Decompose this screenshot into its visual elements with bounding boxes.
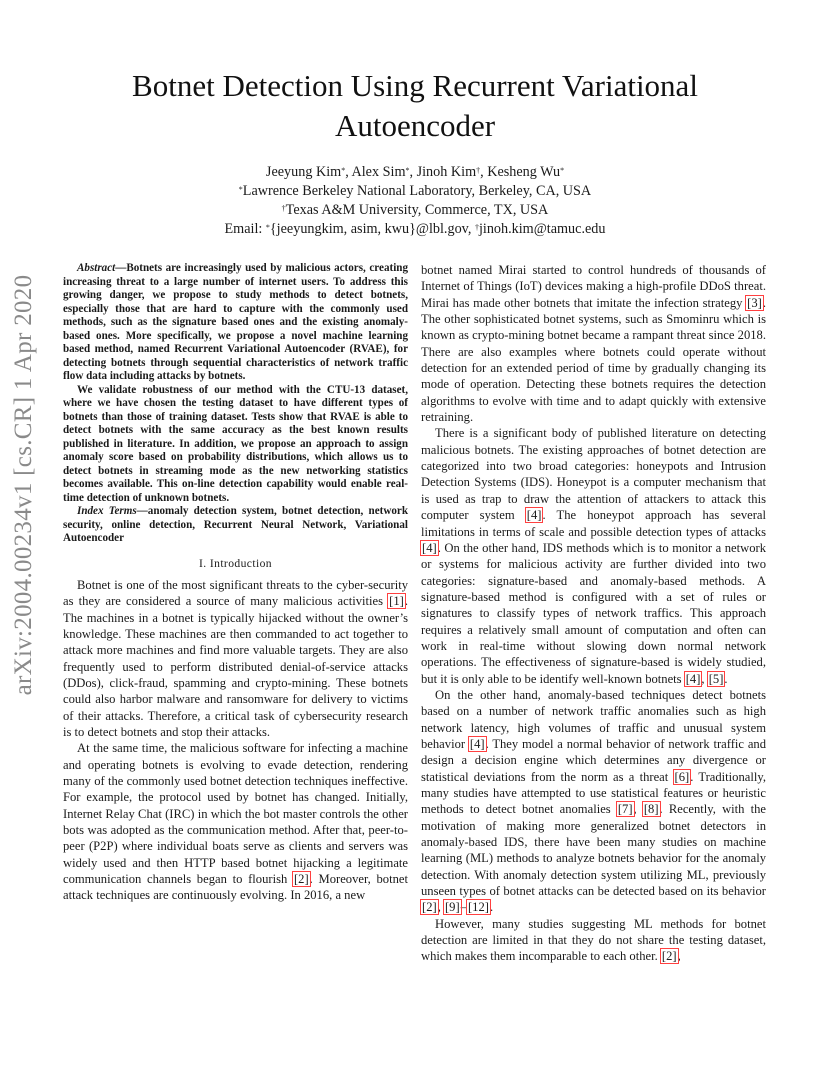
citation-link[interactable]: [12] [467, 900, 489, 915]
paragraph-text: – [460, 900, 467, 915]
affiliation-2: †Texas A&M University, Commerce, TX, USA [281, 202, 549, 218]
paragraph-text: . [724, 671, 728, 686]
citation-link[interactable]: [2] [422, 900, 437, 915]
paragraph-text: On the other hand, anomaly-based techniques detect botnets based on a number of network traffic anomalies such as high network latency, high volumes of traffic and unusual system behavior [421, 687, 766, 751]
citation-link[interactable]: [5] [708, 671, 724, 686]
section-heading: I. Introduction [199, 556, 272, 570]
paragraph-text: , [437, 900, 444, 915]
affiliation-1: *Lawrence Berkeley National Laboratory, Berkeley, CA, USA [238, 183, 592, 199]
intro-paragraph [421, 916, 766, 965]
citation-link[interactable]: [4] [469, 736, 485, 751]
author-block [90, 163, 740, 239]
citation-link[interactable]: [4] [422, 540, 437, 555]
left-column [63, 262, 408, 904]
citation-link[interactable]: [4] [526, 508, 542, 523]
paragraph-text: . The other sophisticated botnet systems, such as Smominru which is known as crypto-mining botnet became a rampant threat since 2018. There are also examples where botnets could operate without detection for an extended period of time by gradually changing its mode of operation. Detecting these botnets requires the detection algorithms to evolve with time and to adapt quickly with extensive retraining. [421, 295, 766, 425]
abstract-text-2: We validate robustness of our method with the CTU-13 dataset, where we have chosen the testing dataset to have different types of botnets than those of training dataset. Tests show that RVAE is able to detect botnets with the same accuracy as the best known results published in literature. In addition, we propose an approach to assign anomaly score based on probability distributions, which allows us to detect botnets in streaming mode as the new networking statistics becomes available. This on-line detection capability would enable real-time detection of unknown botnets. [63, 383, 408, 504]
paragraph-text: , [701, 671, 708, 686]
paragraph-text: . [489, 900, 494, 915]
paragraph-text: At the same time, the malicious software for infecting a machine and operating botnets is evolving to evade detection, rendering many of the commonly used botnet detection techniques ineffective. For example, the protocol used by botnet has changed. Initially, Internet Relay Chat (IRC) in which the bot master controls the other bots was adopted as the communication method. After that, peer-to-peer (P2P) where individual boats serve as clients and servers was widely used and then HTTP based botnet hijacking a legitimate communication channels began to flourish [63, 741, 408, 887]
paragraph-text: . Recently, with the motivation of making more generalized botnet detectors in anomaly-based IDS, there have been many studies on machine learning (ML) methods to analyze botnets behavior for the anomaly detection. With anomaly detection system utilizing ML, previously unseen types of botnet attacks can be detected based on its behavior [421, 802, 767, 899]
citation-link[interactable]: [4] [685, 671, 701, 686]
paragraph-text: , [677, 949, 681, 964]
paragraph-text: . The machines in a botnet is typically hijacked without the owner’s knowledge. These machines are then commanded to act together to attack more machines and find more valuable targets. They are also frequently used to perform distributed denial-of-service attacks (DDos), click-fraud, spamming and crypto-mining. These botnets could also harbor malware and ransomware for delivery to victims of their attacks. Therefore, a critical task of cybersecurity research is to detect botnets and stop their attacks. [63, 594, 408, 739]
paragraph-text: , [633, 802, 643, 817]
intro-paragraph [63, 577, 408, 740]
author-emails: Email: *{jeeyungkim, asim, kwu}@lbl.gov, †jinoh.kim@tamuc.edu [224, 221, 606, 237]
citation-link[interactable]: [7] [617, 802, 633, 817]
intro-paragraph [421, 425, 766, 687]
paragraph-text: botnet named Mirai started to control hundreds of thousands of Internet of Things (IoT) devices making a high-profile DDoS threat. Mirai has made other botnets that imitate the infection strategy [421, 263, 766, 310]
paragraph-text: . They model a normal behavior of network traffic and design a decision engine which determines any divergence or statistical deviations from the norm as a threat [421, 736, 767, 784]
author-names: Jeeyung Kim*, Alex Sim*, Jinoh Kim†, Kesheng Wu* [265, 164, 565, 180]
index-terms-text: —anomaly detection system, botnet detection, network security, online detection, Recurrent Neural Network, Variational Autoencoder [63, 505, 408, 544]
paragraph-text: Botnet is one of the most significant threats to the cyber-security as they are considered a source of many malicious activities [63, 577, 408, 609]
index-terms [63, 505, 408, 546]
paragraph-text: There is a significant body of published literature on detecting malicious botnets. The existing approaches of botnet detection are categorized into two broad categories: honeypots and Intrusion Detection Systems (IDS). Honeypot is a computer mechanism that is used as trap to draw the attention of attackers to attack this computer system [421, 426, 766, 523]
paragraph-text: . The honeypot approach has several limitations in terms of scale and possible detection types of attacks [421, 508, 767, 539]
citation-link[interactable]: [6] [674, 769, 690, 784]
arxiv-identifier: arXiv:2004.00234v1 [cs.CR] 1 Apr 2020 [10, 274, 37, 696]
citation-link[interactable]: [8] [643, 802, 659, 817]
arxiv-margin [4, 0, 44, 1072]
abstract-text-1: —Botnets are increasingly used by malicious actors, creating increasing threat to a large number of internet users. To address this growing danger, we propose to study methods to detect botnets, especially those that are hard to capture with the commonly used methods, such as the signature based ones and the existing anomaly-based ones. More specifically, we propose a novel machine learning based method, named Recurrent Variational Autoencoder (RVAE), for detecting botnets through sequential characteristics of network traffic flow data including attacks by botnets. [63, 262, 408, 382]
citation-link[interactable]: [2] [661, 949, 677, 964]
citation-link[interactable]: [9] [444, 900, 460, 915]
intro-paragraph [63, 740, 408, 903]
citation-link[interactable]: [1] [389, 594, 404, 609]
abstract-paragraph-2 [63, 384, 408, 506]
abstract-paragraph-1 [63, 262, 408, 384]
paragraph-text: . Moreover, botnet attack techniques are continuously evolving. In 2016, a new [63, 872, 408, 903]
abstract [63, 262, 408, 546]
paragraph-text: . Traditionally, many studies have attempted to use statistical features or heuristic methods to detect botnet anomalies [421, 769, 766, 817]
index-terms-label: Index Terms [77, 505, 137, 517]
paper-title: Botnet Detection Using Recurrent Variational Autoencoder [132, 68, 698, 143]
paragraph-text: However, many studies suggesting ML methods for botnet detection are limited in that they do not share the testing dataset, which makes them incomparable to each other. [421, 916, 766, 964]
right-column [421, 262, 766, 965]
intro-paragraph [421, 262, 766, 425]
citation-link[interactable]: [2] [293, 872, 309, 887]
citation-link[interactable]: [3] [747, 295, 762, 310]
intro-paragraph [421, 687, 766, 916]
abstract-label: Abstract [77, 262, 116, 274]
paragraph-text: . On the other hand, IDS methods which is to monitor a network or systems for malicious activity are further divided into two categories: signature-based and anomaly-based methods. A signature-based method is configured with a set of rules or signatures to classify types of network traffics. This approach requires a relatively small amount of computation and often can work in real-time without slowing down normal network operations. The effectiveness of signature-based is widely studied, but it is only able to be identify well-known botnets [421, 540, 766, 686]
